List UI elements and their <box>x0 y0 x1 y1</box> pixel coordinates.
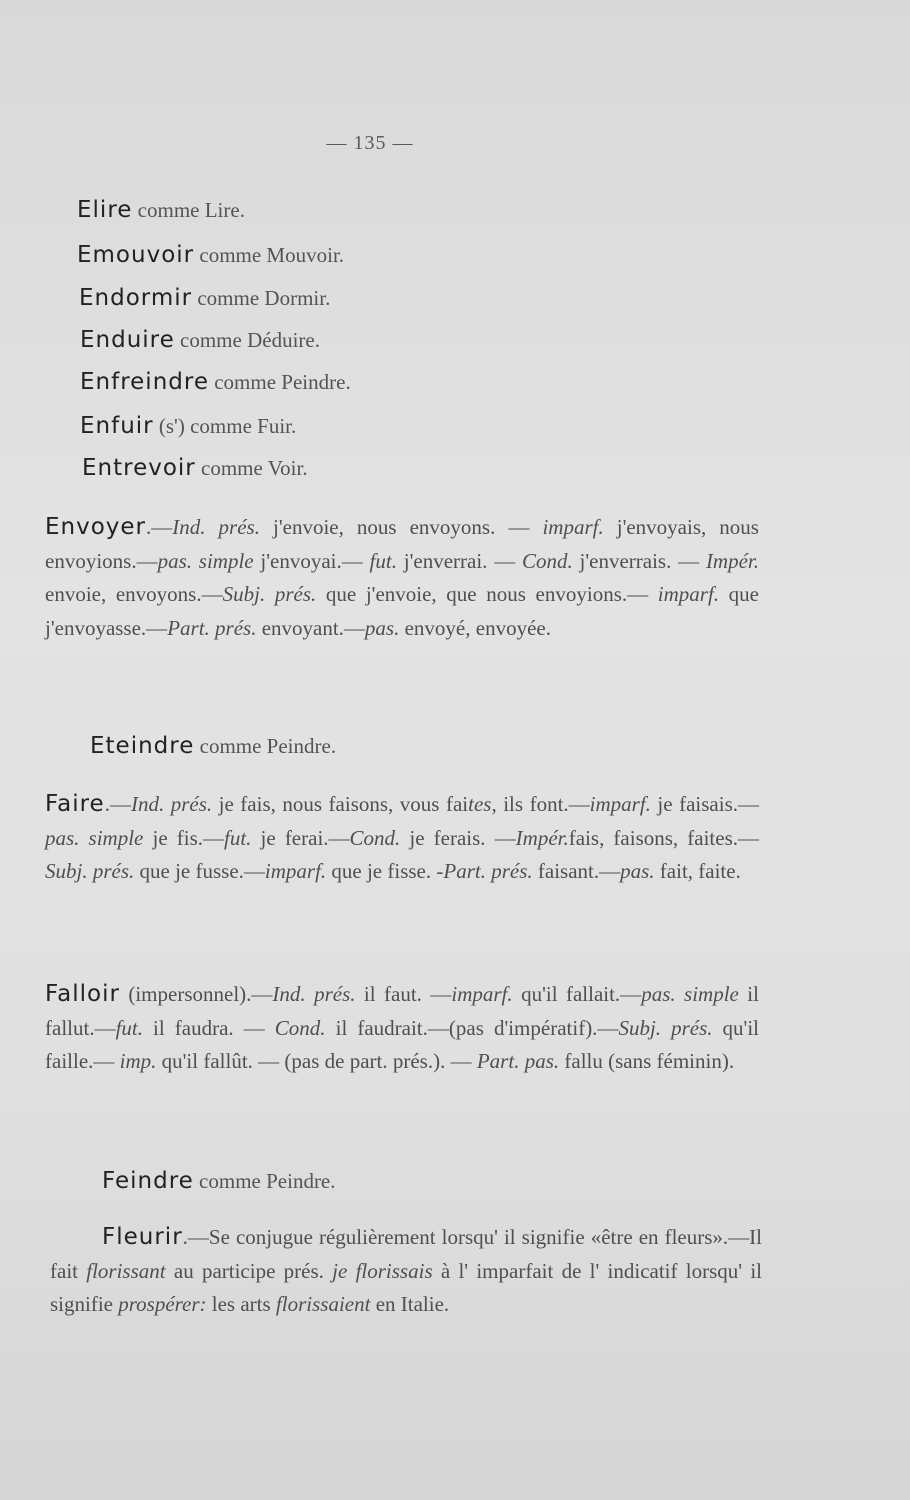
p: faisant.— <box>532 859 621 883</box>
headword: Fleurir <box>102 1224 183 1250</box>
entry-text: comme Lire. <box>132 198 245 222</box>
p: Part. prés. <box>443 859 533 883</box>
p: prospérer: <box>118 1292 207 1316</box>
p: .—Se conjugue régulièrement lorsqu' il signifie «être en fleurs».—Il fait <box>50 1225 762 1283</box>
entry-text: comme Dormir. <box>192 286 331 310</box>
entry-enduire <box>80 327 320 353</box>
p: je faisais.— <box>650 792 759 816</box>
p: Impér. <box>705 548 760 573</box>
p: je fais, nous faisons, vous fai <box>212 792 469 816</box>
p: imparf. <box>451 982 513 1006</box>
p: qu'il fallût. — (pas de part. prés.). — <box>156 1049 477 1073</box>
p: que j'envoyasse.— <box>45 582 759 640</box>
p: florissaient <box>275 1292 371 1316</box>
p: envoie, envoyons.— <box>45 582 223 606</box>
p: j'envoie, nous envoyons. — <box>259 515 543 539</box>
entry-envoyer <box>45 511 759 645</box>
entry-entrevoir <box>82 455 308 481</box>
headword: Endormir <box>79 285 193 311</box>
entry-text: (s') comme Fuir. <box>153 414 297 438</box>
p: je fis.— <box>143 825 225 850</box>
entry-eteindre <box>90 733 336 759</box>
headword: Entrevoir <box>82 455 196 481</box>
p: fut. <box>369 548 397 573</box>
p: .— <box>104 792 131 816</box>
page-number: — 135 — <box>326 132 414 154</box>
p: tes <box>468 792 492 816</box>
p: Ind. prés. <box>130 792 213 816</box>
p: qu'il faille.— <box>45 1015 760 1073</box>
p: , ils font.— <box>491 792 590 816</box>
p: Ind. prés. <box>172 515 260 539</box>
p: je ferais. — <box>400 825 516 850</box>
p: florissant <box>86 1258 166 1283</box>
headword: Elire <box>77 197 133 223</box>
headword: Feindre <box>102 1168 194 1194</box>
headword: Falloir <box>45 981 120 1007</box>
headword: Enfuir <box>80 413 154 439</box>
headword: Enduire <box>80 327 175 353</box>
p: que je fusse.— <box>134 859 265 883</box>
p: les arts <box>206 1292 276 1316</box>
p: que je fisse. - <box>326 859 444 883</box>
p: fais, faisons, faites.— <box>568 825 760 850</box>
p: en Italie. <box>370 1292 450 1316</box>
entry-emouvoir <box>77 242 344 268</box>
p: Cond. <box>274 1015 326 1040</box>
p: il fallut.— <box>45 982 759 1040</box>
p: pas. simple <box>641 982 739 1006</box>
entry-feindre <box>102 1168 336 1194</box>
p: imp. <box>119 1049 157 1073</box>
p: Cond. <box>521 548 573 573</box>
headword: Enfreindre <box>80 369 209 395</box>
p: imparf. <box>589 792 651 816</box>
headword: Envoyer <box>45 514 147 540</box>
p: j'enverrai. — <box>396 548 522 573</box>
p: pas. <box>364 615 400 640</box>
p: à l' imparfait de l' indicatif lorsqu' il signifie <box>50 1258 762 1316</box>
p: qu'il fallait.— <box>512 982 642 1006</box>
p: fait, faite. <box>654 859 741 883</box>
p: Impér. <box>515 825 569 850</box>
p: (impersonnel).— <box>119 982 273 1006</box>
p: fallu (sans féminin). <box>559 1049 735 1073</box>
headword: Faire <box>45 791 105 817</box>
p: fut. <box>224 825 252 850</box>
p: pas. simple <box>157 548 254 573</box>
p: Part. pas. <box>476 1049 560 1073</box>
entry-faire <box>45 788 759 889</box>
p: que j'envoie, que nous envoyions.— <box>316 582 658 606</box>
entry-text: comme Déduire. <box>174 328 320 352</box>
p: je ferai.— <box>251 825 350 850</box>
p: fut. <box>115 1015 143 1040</box>
entry-fleurir <box>50 1221 762 1322</box>
p: j'envoyais, nous envoyions.— <box>45 515 759 573</box>
p: j'enverrais. — <box>572 548 706 573</box>
entry-enfreindre <box>80 369 351 395</box>
p: imparf. <box>264 859 327 883</box>
headword: Emouvoir <box>77 242 195 268</box>
entry-elire <box>77 197 245 223</box>
p: Subj. prés. <box>222 582 317 606</box>
entry-enfuir <box>80 413 296 439</box>
p: Part. prés. <box>167 615 257 640</box>
p: envoyant.— <box>256 615 365 640</box>
entry-falloir <box>45 978 759 1079</box>
entry-text: comme Peindre. <box>208 370 351 394</box>
p: il faudra. — <box>143 1015 275 1040</box>
p: Subj. prés. <box>45 859 135 883</box>
p: j'envoyai.— <box>253 548 370 573</box>
entry-text: comme Peindre. <box>193 1169 336 1193</box>
entry-text: comme Mouvoir. <box>194 243 345 267</box>
p: imparf. <box>657 582 720 606</box>
headword: Eteindre <box>90 733 195 759</box>
p: Subj. prés. <box>618 1015 713 1040</box>
p: .— <box>146 515 173 539</box>
p: Ind. prés. <box>272 982 356 1006</box>
entry-text: comme Peindre. <box>194 734 337 758</box>
entry-text: comme Voir. <box>195 456 308 480</box>
p: il faut. — <box>355 982 452 1006</box>
p: il faudrait.—(pas d'impératif).— <box>325 1015 619 1040</box>
p: au participe prés. <box>165 1258 333 1283</box>
p: imparf. <box>542 515 604 539</box>
p: Cond. <box>349 825 401 850</box>
p: pas. simple <box>45 825 144 850</box>
p: envoyé, envoyée. <box>399 615 551 640</box>
p: pas. <box>620 859 655 883</box>
p: je florissais <box>332 1258 433 1283</box>
entry-endormir <box>79 285 330 311</box>
